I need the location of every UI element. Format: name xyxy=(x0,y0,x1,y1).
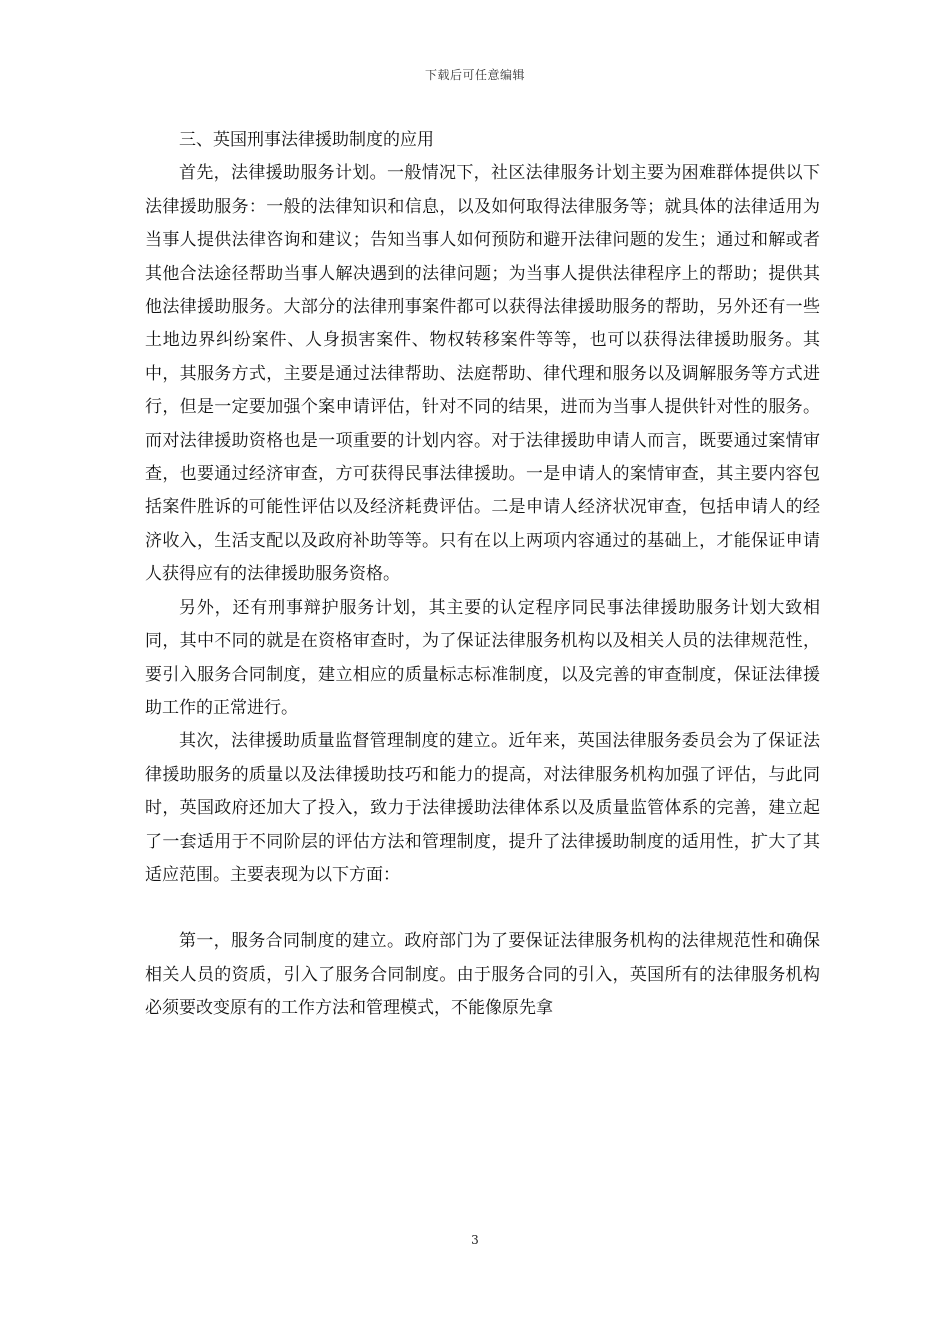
page-number: 3 xyxy=(471,1233,479,1247)
paragraph-service-contract: 第一，服务合同制度的建立。政府部门为了要保证法律服务机构的法律规范性和确保相关人员的资质，引入了服务合同制度。由于服务合同的引入，英国所有的法律服务机构必须要改变原有的工作方法和管理模式，不能像原先拿 xyxy=(145,931,820,1019)
page-header: 下载后可任意编辑 xyxy=(424,68,525,82)
document-body xyxy=(145,124,820,1026)
paragraph-legal-aid-plan: 首先，法律援助服务计划。一般情况下，社区法律服务计划主要为困难群体提供以下法律援助服务：一般的法律知识和信息，以及如何取得法律服务等；就具体的法律适用为当事人提供法律咨询和建议；告知当事人如何预防和避开法律问题的发生；通过和解或者其他合法途径帮助当事人解决遇到的法律问题；为当事人提供法律程序上的帮助；提供其他法律援助服务。大部分的法律刑事案件都可以获得法律援助服务的帮助，另外还有一些土地边界纠纷案件、人身损害案件、物权转移案件等等，也可以获得法律援助服务。其中，其服务方式，主要是通过法律帮助、法庭帮助、律代理和服务以及调解服务等方式进行，但是一定要加强个案申请评估，针对不同的结果，进而为当事人提供针对性的服务。而对法律援助资格也是一项重要的计划内容。对于法律援助申请人而言，既要通过案情审查，也要通过经济审查，方可获得民事法律援助。一是申请人的案情审查，其主要内容包括案件胜诉的可能性评估以及经济耗费评估。二是申请人经济状况审查，包括申请人的经济收入，生活支配以及政府补助等等。只有在以上两项内容通过的基础上，才能保证申请人获得应有的法律援助服务资格。 xyxy=(145,163,820,585)
paragraph-quality-supervision: 其次，法律援助质量监督管理制度的建立。近年来，英国法律服务委员会为了保证法律援助服务的质量以及法律援助技巧和能力的提高，对法律服务机构加强了评估，与此同时，英国政府还加大了投入，致力于法律援助法律体系以及质量监管体系的完善，建立起了一套适用于不同阶层的评估方法和管理制度，提升了法律援助制度的适用性，扩大了其适应范围。主要表现为以下方面： xyxy=(145,731,820,885)
section-heading: 三、英国刑事法律援助制度的应用 xyxy=(179,130,434,150)
paragraph-criminal-defense-plan: 另外，还有刑事辩护服务计划，其主要的认定程序同民事法律援助服务计划大致相同，其中不同的就是在资格审查时，为了保证法律服务机构以及相关人员的法律规范性，要引入服务合同制度，建立相应的质量标志标准制度，以及完善的审查制度，保证法律援助工作的正常进行。 xyxy=(145,597,820,718)
